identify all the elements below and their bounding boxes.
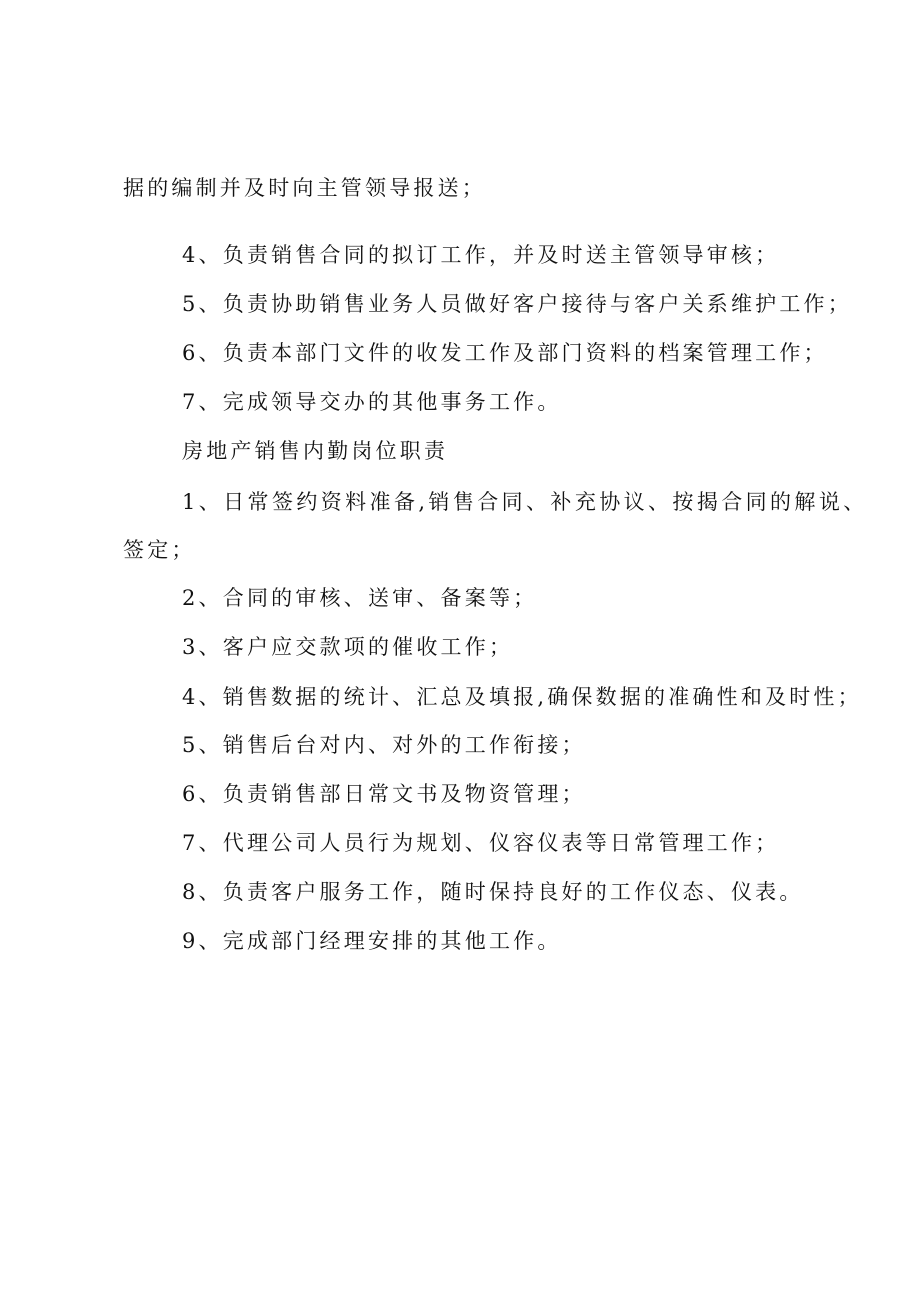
duty-item-1: 1、日常签约资料准备,销售合同、补充协议、按揭合同的解说、 bbox=[182, 490, 868, 514]
duty-item-1-continuation: 签定； bbox=[123, 538, 196, 562]
list-item-5: 5、负责协助销售业务人员做好客户接待与客户关系维护工作； bbox=[182, 292, 852, 316]
duty-item-5: 5、销售后台对内、对外的工作衔接； bbox=[182, 733, 586, 757]
list-item-7: 7、完成领导交办的其他事务工作。 bbox=[182, 390, 562, 414]
duty-item-2: 2、合同的审核、送审、备案等； bbox=[182, 586, 538, 610]
list-item-6: 6、负责本部门文件的收发工作及部门资料的档案管理工作； bbox=[182, 341, 828, 365]
section-heading: 房地产销售内勤岗位职责 bbox=[182, 439, 449, 463]
duty-item-6: 6、负责销售部日常文书及物资管理； bbox=[182, 782, 586, 806]
list-item-4: 4、负责销售合同的拟订工作，并及时送主管领导审核； bbox=[182, 243, 780, 267]
duty-item-3: 3、客户应交款项的催收工作； bbox=[182, 635, 514, 659]
paragraph-continuation: 据的编制并及时向主管领导报送； bbox=[123, 176, 486, 200]
duty-item-4: 4、销售数据的统计、汇总及填报,确保数据的准确性和及时性； bbox=[182, 685, 862, 709]
duty-item-9: 9、完成部门经理安排的其他工作。 bbox=[182, 929, 562, 953]
duty-item-8: 8、负责客户服务工作，随时保持良好的工作仪态、仪表。 bbox=[182, 880, 804, 904]
duty-item-7: 7、代理公司人员行为规划、仪容仪表等日常管理工作； bbox=[182, 831, 780, 855]
